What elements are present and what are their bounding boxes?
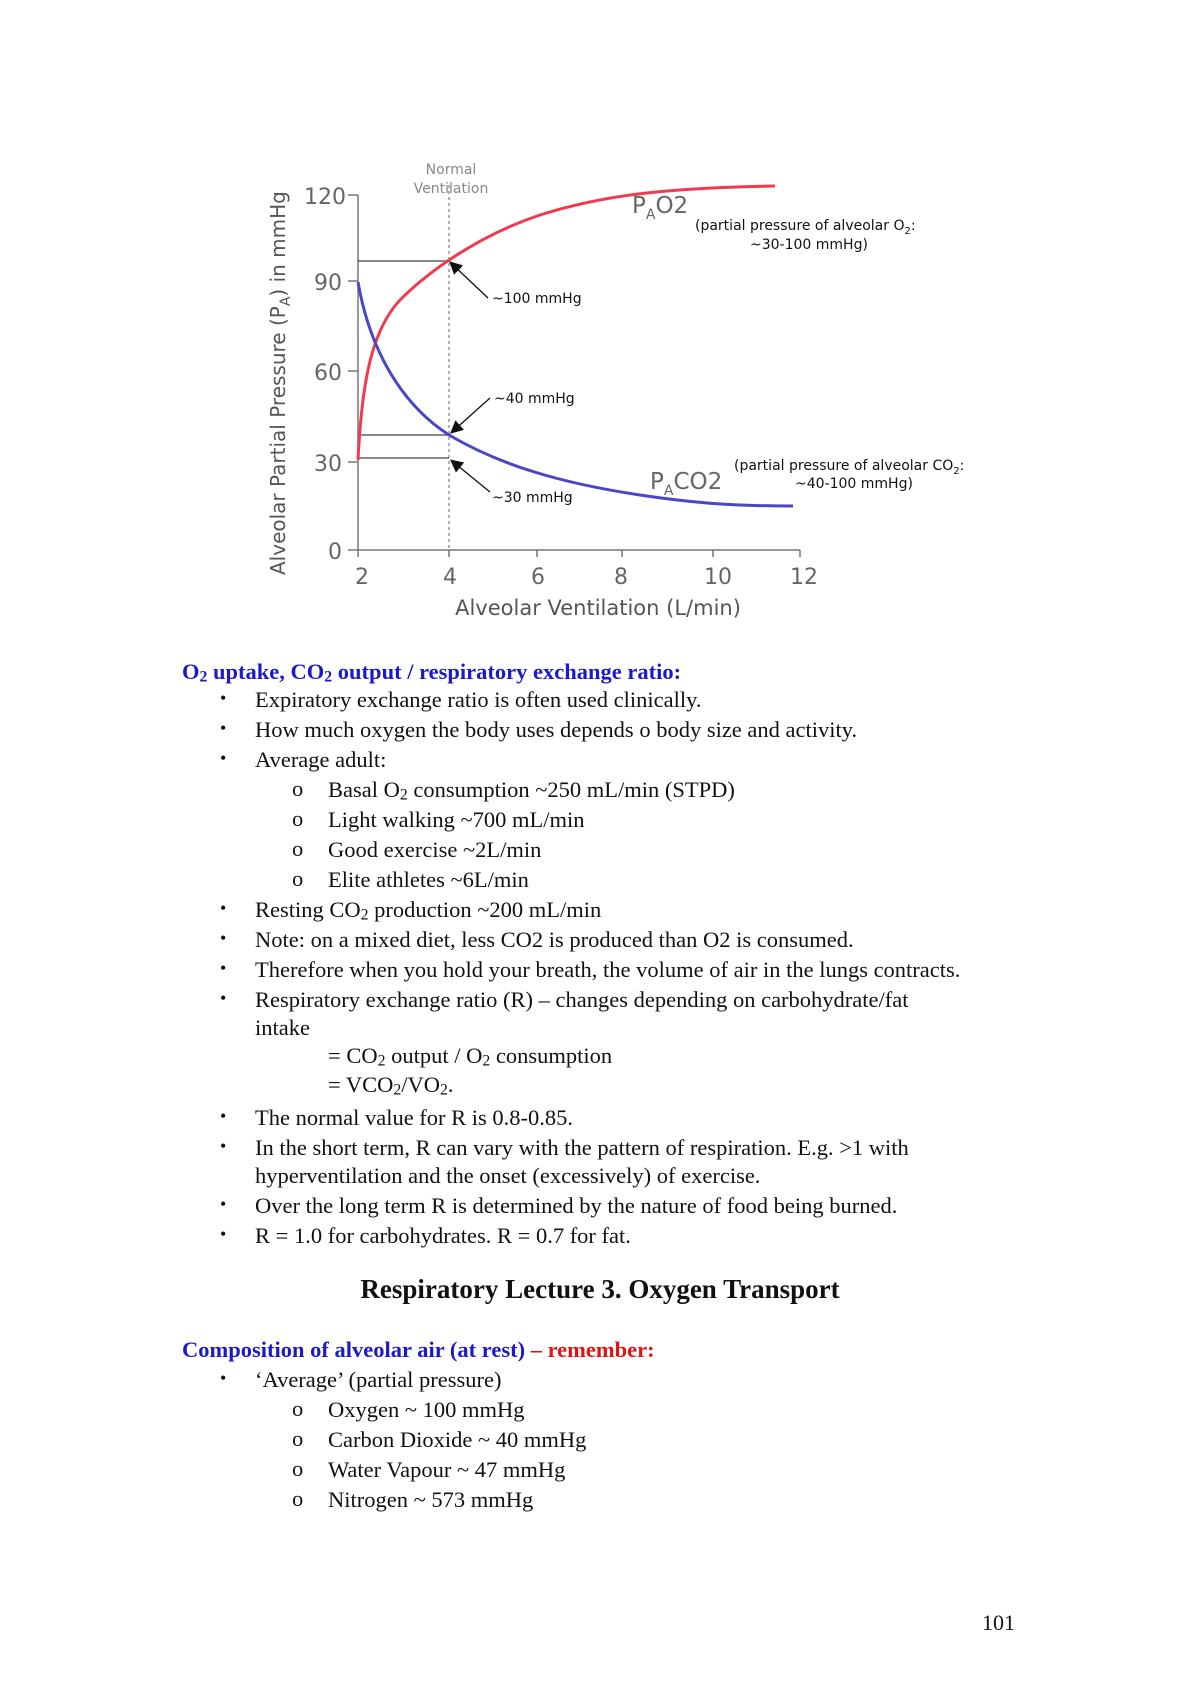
paco2-label: $P_ACO2$ xyxy=(650,469,723,499)
s1-bullet-4: Resting $CO_2$ production ~200 mL/min xyxy=(255,897,602,924)
annotation-30: ~30 mmHg xyxy=(492,490,573,506)
bullet: • xyxy=(220,718,227,738)
pao2-description-1: (partial pressure of alveolar $O_2$: xyxy=(695,218,916,237)
s2-sub-1: Oxygen ~ 100 mmHg xyxy=(328,1397,525,1422)
annotation-100: ~100 mmHg xyxy=(492,291,582,307)
s1-sub-1: Basal $O_2$ consumption ~250 mL/min (STPD) xyxy=(328,777,735,804)
formula-2: = $VCO_2/VO_2$. xyxy=(328,1072,454,1099)
formula-1: = $CO_2$ output / $O_2$ consumption xyxy=(328,1043,613,1070)
sub-bullet: o xyxy=(292,1486,304,1511)
bullet: • xyxy=(220,688,227,708)
bullet: • xyxy=(220,1106,227,1126)
s2-bullet-1: ‘Average’ (partial pressure) xyxy=(255,1367,502,1392)
s1-bullet-9b: hyperventilation and the onset (excessively) of exercise. xyxy=(255,1163,761,1188)
pao2-label: $P_AO2$ xyxy=(632,193,689,223)
y-tick-90: 90 xyxy=(314,271,342,296)
x-tick-6: 6 xyxy=(531,565,545,590)
ventilation-label: Ventilation xyxy=(413,181,489,197)
arrow-30 xyxy=(452,461,490,492)
s1-bullet-2: How much oxygen the body uses depends o body size and activity. xyxy=(255,717,858,742)
y-axis-label: Alveolar Partial Pressure $(P_A)$ in mmHg xyxy=(266,191,294,575)
page-number: 101 xyxy=(982,1610,1015,1635)
ventilation-figure xyxy=(0,0,1200,640)
normal-label: Normal xyxy=(425,162,477,178)
s1-bullet-10: Over the long term R is determined by the nature of food being burned. xyxy=(255,1193,898,1218)
sub-bullet: o xyxy=(292,1456,304,1481)
s1-bullet-6: Therefore when you hold your breath, the volume of air in the lungs contracts. xyxy=(255,957,961,982)
x-tick-10: 10 xyxy=(704,565,732,590)
x-axis-label: Alveolar Ventilation (L/min) xyxy=(455,596,741,620)
s1-sub-4: Elite athletes ~6L/min xyxy=(328,867,529,892)
section2-heading: Composition of alveolar air (at rest) – remember: xyxy=(182,1337,655,1362)
bullet: • xyxy=(220,1136,227,1156)
paco2-curve xyxy=(358,282,793,506)
x-tick-12: 12 xyxy=(790,565,818,590)
s1-bullet-9a: In the short term, R can vary with the pattern of respiration. E.g. >1 with xyxy=(255,1135,909,1160)
s1-bullet-3: Average adult: xyxy=(255,747,387,772)
y-tick-0: 0 xyxy=(328,540,342,565)
x-tick-4: 4 xyxy=(443,565,457,590)
sub-bullet: o xyxy=(292,776,304,801)
sub-bullet: o xyxy=(292,836,304,861)
s2-sub-2: Carbon Dioxide ~ 40 mmHg xyxy=(328,1427,587,1452)
bullet: • xyxy=(220,1368,227,1388)
annotation-40: ~40 mmHg xyxy=(494,391,575,407)
x-ticks xyxy=(358,550,800,557)
y-ticks xyxy=(348,195,358,550)
bullet: • xyxy=(220,898,227,918)
bullet: • xyxy=(220,958,227,978)
section1-heading: $O_2$ uptake, $CO_2$ output / respiratory exchange ratio: xyxy=(182,659,682,686)
sub-bullet: o xyxy=(292,866,304,891)
s1-bullet-7b: intake xyxy=(255,1015,310,1040)
s1-bullet-5: Note: on a mixed diet, less CO2 is produced than O2 is consumed. xyxy=(255,927,854,952)
x-tick-2: 2 xyxy=(355,565,369,590)
y-tick-30: 30 xyxy=(314,452,342,477)
s1-bullet-11: R = 1.0 for carbohydrates. R = 0.7 for fat. xyxy=(255,1223,631,1248)
paco2-description-1: (partial pressure of alveolar $CO_2$: xyxy=(734,458,965,477)
sub-bullet: o xyxy=(292,1426,304,1451)
y-tick-60: 60 xyxy=(314,361,342,386)
s1-bullet-1: Expiratory exchange ratio is often used clinically. xyxy=(255,687,702,712)
sub-bullet: o xyxy=(292,1396,304,1421)
pao2-description-2: ~30-100 mmHg) xyxy=(750,237,868,253)
bullet: • xyxy=(220,1194,227,1214)
s1-sub-2: Light walking ~700 mL/min xyxy=(328,807,585,832)
s1-bullet-8: The normal value for R is 0.8-0.85. xyxy=(255,1105,574,1130)
sub-bullet: o xyxy=(292,806,304,831)
arrow-100 xyxy=(451,263,488,298)
x-tick-8: 8 xyxy=(614,565,628,590)
s1-bullet-7a: Respiratory exchange ratio (R) – changes depending on carbohydrate/fat xyxy=(255,987,909,1012)
s2-sub-4: Nitrogen ~ 573 mmHg xyxy=(328,1487,534,1512)
arrow-40 xyxy=(452,398,490,432)
bullet: • xyxy=(220,748,227,768)
lecture-title: Respiratory Lecture 3. Oxygen Transport xyxy=(360,1274,840,1304)
bullet: • xyxy=(220,1224,227,1244)
bullet: • xyxy=(220,928,227,948)
s2-sub-3: Water Vapour ~ 47 mmHg xyxy=(328,1457,566,1482)
paco2-description-2: ~40-100 mmHg) xyxy=(795,476,913,492)
y-tick-120: 120 xyxy=(304,185,346,210)
s1-sub-3: Good exercise ~2L/min xyxy=(328,837,542,862)
bullet: • xyxy=(220,988,227,1008)
